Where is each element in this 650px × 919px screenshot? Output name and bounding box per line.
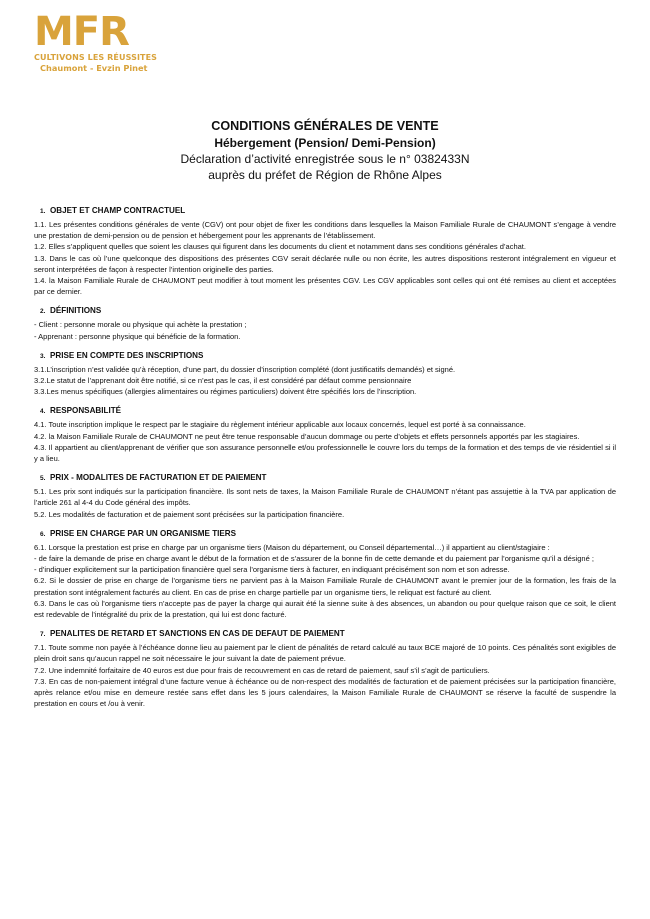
clause-paragraph: 1.1. Les présentes conditions générales de vente (CGV) ont pour objet de fixer les conditions dans lesquelles la Maison Familiale Rurale de CHAUMONT s’engage à vendre une prestation de demi-pension ou de pension et hébergement pour les apprenants de l’établissement.	[34, 220, 616, 241]
section-number: 2.	[40, 308, 46, 316]
document-title: CONDITIONS GÉNÉRALES DE VENTE	[211, 119, 439, 133]
clause-paragraph: - Client : personne morale ou physique qui achète la prestation ;	[34, 320, 247, 330]
clause-paragraph: 6.3. Dans le cas où l’organisme tiers n’accepte pas de payer la charge qui aurait été la sienne suite à des absences, un abandon ou pour quelque raison que ce soit, le client est redevable de l’intégralité du prix de la prestation, qui lui est donc facturé.	[34, 598, 616, 620]
section-number: 4.	[40, 408, 46, 416]
section-title-text: DÉFINITIONS	[50, 306, 102, 316]
clause-paragraph: - de faire la demande de prise en charge avant le début de la formation et de s’assurer de la bonne fin de cette demande et du paiement par l’organisme qu’il a désigné ;	[34, 554, 594, 564]
clause-paragraph: 7.1. Toute somme non payée à l’échéance donne lieu au paiement par le client de pénalités de retard calculé au taux BCE majoré de 10 points. Ces pénalités sont exigibles de plein droit sans qu’aucun rappel ne soit nécessaire le jour suivant la date de paiement prévue.	[34, 643, 616, 664]
logo-tagline: CULTIVONS LES RÉUSSITES	[34, 53, 158, 62]
section-title-text: PRIX - MODALITES DE FACTURATION ET DE PAIEMENT	[50, 473, 267, 483]
section-title	[40, 350, 616, 362]
section-title	[40, 528, 616, 540]
clause-paragraph: 3.1.L’inscription n’est validée qu’à réception, d’une part, du dossier d’inscription complété (dont justificatifs demandés) et signé.	[34, 364, 456, 374]
section-title	[40, 305, 616, 317]
mfr-logo	[34, 9, 174, 73]
clause-paragraph: 6.2. Si le dossier de prise en charge de l’organisme tiers ne parvient pas à la Maison Familiale Rurale de CHAUMONT avant le premier jour de la formation, les frais de la prestation sont intégralement facturés au client. En cas de prise en charge partielle par un organisme tiers, le reliquat est facturé au client.	[34, 576, 616, 597]
section-6	[34, 528, 616, 620]
clause-paragraph: 4.3. Il appartient au client/apprenant de vérifier que son assurance personnelle et/ou professionnelle le couvre lors du temps de la formation et des temps de vie résidentiel si il y a lieu.	[34, 442, 616, 464]
document-body	[34, 205, 616, 710]
section-number: 3.	[40, 352, 46, 360]
section-number: 7.	[40, 631, 46, 639]
section-7	[34, 628, 616, 709]
section-title-text: PRISE EN CHARGE PAR UN ORGANISME TIERS	[50, 528, 237, 538]
section-title	[40, 405, 616, 417]
section-5	[34, 472, 616, 520]
clause-paragraph: 7.2. Une indemnité forfaitaire de 40 euros est due pour frais de recouvrement en cas de retard de paiement, sauf s’il s’agit de particuliers.	[34, 665, 490, 675]
clause-paragraph: 4.2. la Maison Familiale Rurale de CHAUMONT ne peut être tenue responsable d’aucun dommage ou perte d’objets et effets personnels apportés par les stagiaires.	[34, 431, 580, 441]
logo-mark: MFR	[34, 9, 129, 55]
section-3	[34, 350, 616, 398]
section-4	[34, 405, 616, 464]
section-title-text: PENALITES DE RETARD ET SANCTIONS EN CAS DE DEFAUT DE PAIEMENT	[50, 629, 345, 639]
section-number: 6.	[40, 530, 46, 538]
logo-subtitle: Chaumont - Evzin Pinet	[40, 63, 148, 73]
clause-paragraph: 1.3. Dans le cas où l’une quelconque des dispositions des présentes CGV serait déclarée nulle ou non écrite, les autres dispositions resteront intégralement en vigueur et seront interprétées de façon à respecter l’intention originelle des parties.	[34, 253, 616, 274]
clause-paragraph: 7.3. En cas de non-paiement intégral d’une facture venue à échéance ou de non-respect des modalités de facturation et de paiement précisées sur la participation financière, après relance et/ou mise en demeure restée sans effet dans les 5 jours calendaires, la Maison Familiale Rurale de CHAUMONT se réserve la faculté de suspendre la prestation en cours et /ou à venir.	[34, 676, 616, 709]
clause-paragraph: 3.3.Les menus spécifiques (allergies alimentaires ou régimes particuliers) doivent être spécifiés lors de l’inscription.	[34, 387, 417, 397]
document-header	[0, 118, 650, 183]
activity-declaration: Déclaration d’activité enregistrée sous le n° 0382433N	[180, 152, 470, 166]
clause-paragraph: 1.4. la Maison Familiale Rurale de CHAUMONT peut modifier à tout moment les présentes CGV. Les CGV applicables sont celles qui ont été remises au client et acceptées par ce dernier.	[34, 276, 616, 297]
clause-paragraph: - Apprenant : personne physique qui bénéficie de la formation.	[34, 331, 241, 341]
section-title-text: PRISE EN COMPTE DES INSCRIPTIONS	[50, 350, 204, 360]
section-1	[34, 205, 616, 297]
section-2	[34, 305, 616, 341]
section-title	[40, 472, 616, 484]
clause-paragraph: 6.1. Lorsque la prestation est prise en charge par un organisme tiers (Maison du département, ou Conseil départemental…) il appartient au client/stagiaire :	[34, 542, 550, 552]
clause-paragraph: 5.2. Les modalités de facturation et de paiement sont précisées sur la participation financière.	[34, 509, 345, 519]
clause-paragraph: 4.1. Toute inscription implique le respect par le stagiaire du règlement intérieur applicable aux locaux concernés, lequel est porté à sa connaissance.	[34, 420, 526, 430]
section-number: 5.	[40, 475, 46, 483]
prefecture-line: auprès du préfet de Région de Rhône Alpes	[208, 168, 442, 182]
clause-paragraph: 1.2. Elles s’appliquent quelles que soient les clauses qui figurent dans les documents du client et notamment dans ses conditions générales d’achat.	[34, 242, 526, 252]
clause-paragraph: - d’indiquer explicitement sur la participation financière quel sera l’organisme tiers à facturer, en indiquant précisément son nom et son adresse.	[34, 565, 510, 575]
document-subtitle: Hébergement (Pension/ Demi-Pension)	[214, 136, 436, 150]
clause-paragraph: 5.1. Les prix sont indiqués sur la participation financière. Ils sont nets de taxes, la Maison Familiale Rurale de CHAUMONT n’étant pas assujettie à la TVA par application de l’article 261 al 4-4 du Code général des impôts.	[34, 487, 616, 508]
section-number: 1.	[40, 208, 46, 215]
section-title-text: OBJET ET CHAMP CONTRACTUEL	[50, 206, 186, 215]
section-title	[40, 205, 616, 217]
clause-paragraph: 3.2.Le statut de l’apprenant doit être notifié, si ce n’est pas le cas, il est considéré par défaut comme pensionnaire	[34, 376, 412, 386]
section-title	[40, 628, 616, 640]
section-title-text: RESPONSABILITÉ	[50, 406, 122, 416]
